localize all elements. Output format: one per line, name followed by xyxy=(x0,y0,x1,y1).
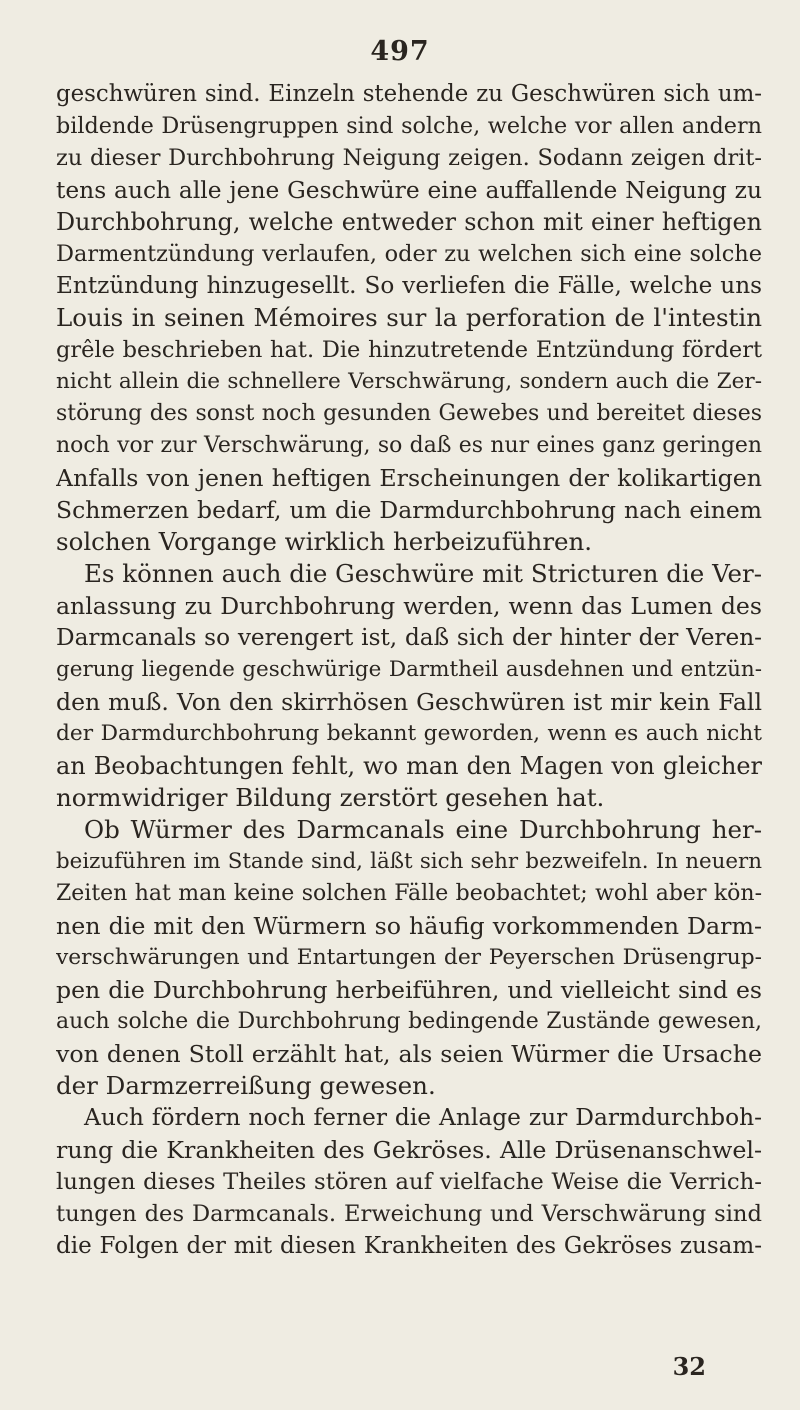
text-line: auch solche die Durchbohrung bedingende Zustände gewesen, xyxy=(56,1009,762,1034)
text-line: lungen dieses Theiles stören auf vielfache Weise die Verrich- xyxy=(56,1169,762,1195)
text-line: Darmentzündung verlaufen, oder zu welchen sich eine solche xyxy=(56,241,762,267)
text-line: der Darmzerreißung gewesen. xyxy=(56,1071,436,1100)
text-line: noch vor zur Verschwärung, so daß es nur eines ganz geringen xyxy=(56,433,762,458)
text-line: grêle beschrieben hat. Die hinzutretende Entzündung fördert xyxy=(56,337,762,363)
text-line: an Beobachtungen fehlt, wo man den Magen von gleicher xyxy=(56,752,762,780)
text-line: Auch fördern noch ferner die Anlage zur Darmdurchboh- xyxy=(84,1104,762,1131)
text-line: verschwärungen und Entartungen der Peyerschen Drüsengrup- xyxy=(56,945,762,970)
text-line: zu dieser Durchbohrung Neigung zeigen. Sodann zeigen drit- xyxy=(56,145,762,171)
text-line: rung die Krankheiten des Gekröses. Alle Drüsenanschwel- xyxy=(56,1136,762,1164)
text-line: der Darmdurchbohrung bekannt geworden, wenn es auch nicht xyxy=(56,721,762,746)
text-line: Darmcanals so verengert ist, daß sich der hinter der Veren- xyxy=(56,624,762,651)
text-line: Louis in seinen Mémoires sur la perforation de l'intestin xyxy=(56,303,762,332)
text-line: beizuführen im Stande sind, läßt sich sehr bezweifeln. In neuern xyxy=(56,849,762,874)
text-line: bildende Drüsengruppen sind solche, welche vor allen andern xyxy=(56,113,762,139)
text-line: Zeiten hat man keine solchen Fälle beobachtet; wohl aber kön- xyxy=(56,881,762,906)
text-line: Anfalls von jenen heftigen Erscheinungen der kolikartigen xyxy=(56,464,762,492)
text-line: Es können auch die Geschwüre mit Stricturen die Ver- xyxy=(84,559,762,588)
text-line: gerung liegende geschwürige Darmtheil ausdehnen und entzün- xyxy=(56,657,762,682)
text-line: von denen Stoll erzählt hat, als seien Würmer die Ursache xyxy=(56,1040,762,1068)
text-line: den muß. Von den skirrhösen Geschwüren ist mir kein Fall xyxy=(56,688,762,716)
text-line: normwidriger Bildung zerstört gesehen hat. xyxy=(56,783,605,812)
text-line: Durchbohrung, welche entweder schon mit einer heftigen xyxy=(56,208,762,236)
text-line: nicht allein die schnellere Verschwärung, sondern auch die Zer- xyxy=(56,369,762,394)
text-line: Schmerzen bedarf, um die Darmdurchbohrung nach einem xyxy=(56,496,762,524)
page-number: 497 xyxy=(370,36,430,67)
text-line: tungen des Darmcanals. Erweichung und Verschwärung sind xyxy=(56,1201,762,1227)
printer-signature-mark: 32 xyxy=(672,1352,706,1381)
text-line: nen die mit den Würmern so häufig vorkommenden Darm- xyxy=(56,912,762,940)
body-text xyxy=(56,78,762,1262)
text-line: tens auch alle jene Geschwüre eine auffallende Neigung zu xyxy=(56,176,762,204)
text-line: Entzündung hinzugesellt. So verliefen die Fälle, welche uns xyxy=(56,272,762,299)
text-line: geschwüren sind. Einzeln stehende zu Geschwüren sich um- xyxy=(56,81,762,107)
text-line: anlassung zu Durchbohrung werden, wenn das Lumen des xyxy=(56,592,762,620)
text-line: die Folgen der mit diesen Krankheiten des Gekröses zusam- xyxy=(56,1233,762,1259)
text-line: pen die Durchbohrung herbeiführen, und vielleicht sind es xyxy=(56,976,762,1004)
text-line: Ob Würmer des Darmcanals eine Durchbohrung her- xyxy=(84,815,762,844)
text-line: störung des sonst noch gesunden Gewebes und bereitet dieses xyxy=(56,401,762,426)
text-line: solchen Vorgange wirklich herbeizuführen. xyxy=(56,527,593,556)
